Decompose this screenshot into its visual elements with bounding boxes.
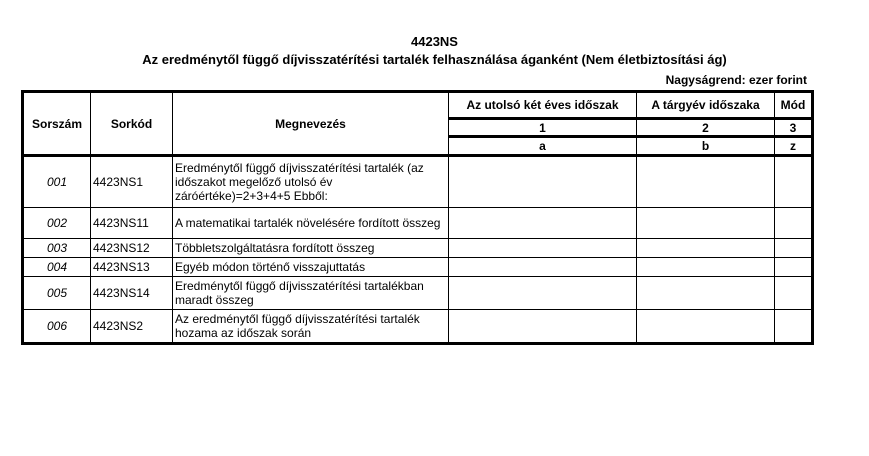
row-code: 4423NS11 [91,208,173,239]
row-code: 4423NS12 [91,239,173,258]
table-row [24,310,812,343]
cell-a[interactable] [449,156,637,208]
row-description: Többletszolgáltatásra fordított összeg [173,239,449,258]
header-col-z-letter: z [775,137,812,156]
row-description: A matematikai tartalék növelésére fordított összeg [173,208,449,239]
header-col-a-num: 1 [449,119,637,137]
row-number: 004 [24,258,91,277]
data-table [23,92,812,343]
row-code: 4423NS1 [91,156,173,208]
header-col-z-num: 3 [775,119,812,137]
form-title: Az eredménytől függő díjvisszatérítési tartalék felhasználása áganként (Nem életbiztosítási ág) [142,52,727,67]
cell-b[interactable] [637,258,775,277]
row-number: 002 [24,208,91,239]
table-row [24,239,812,258]
header-sorkod: Sorkód [91,93,173,156]
table-row [24,258,812,277]
form-code: 4423NS [411,34,458,49]
header-col-z-title: Mód [775,93,812,119]
row-description: Eredménytől függő díjvisszatérítési tartalék (az időszakot megelőző utolsó év záróértéke)=2+3+4+5 Ebből: [173,156,449,208]
cell-a[interactable] [449,310,637,343]
cell-z[interactable] [775,258,812,277]
row-number: 006 [24,310,91,343]
table-row [24,156,812,208]
row-code: 4423NS2 [91,310,173,343]
header-col-a-title: Az utolsó két éves időszak [449,93,637,119]
row-number: 001 [24,156,91,208]
cell-a[interactable] [449,239,637,258]
cell-z[interactable] [775,208,812,239]
cell-b[interactable] [637,277,775,310]
cell-z[interactable] [775,156,812,208]
cell-z[interactable] [775,277,812,310]
cell-a[interactable] [449,258,637,277]
table-row [24,277,812,310]
header-col-b-num: 2 [637,119,775,137]
cell-b[interactable] [637,239,775,258]
table-row [24,208,812,239]
cell-b[interactable] [637,156,775,208]
cell-z[interactable] [775,239,812,258]
unit-label: Nagyságrend: ezer forint [665,73,807,87]
header-col-b-title: A tárgyév időszaka [637,93,775,119]
cell-b[interactable] [637,208,775,239]
header-megnevezes: Megnevezés [173,93,449,156]
row-code: 4423NS14 [91,277,173,310]
cell-a[interactable] [449,277,637,310]
row-number: 003 [24,239,91,258]
row-code: 4423NS13 [91,258,173,277]
row-number: 005 [24,277,91,310]
header-col-b-letter: b [637,137,775,156]
cell-z[interactable] [775,310,812,343]
header-sorszam: Sorszám [24,93,91,156]
row-description: Egyéb módon történő visszajuttatás [173,258,449,277]
row-description: Eredménytől függő díjvisszatérítési tartalékban maradt összeg [173,277,449,310]
header-col-a-letter: a [449,137,637,156]
row-description: Az eredménytől függő díjvisszatérítési tartalék hozama az időszak során [173,310,449,343]
cell-a[interactable] [449,208,637,239]
cell-b[interactable] [637,310,775,343]
